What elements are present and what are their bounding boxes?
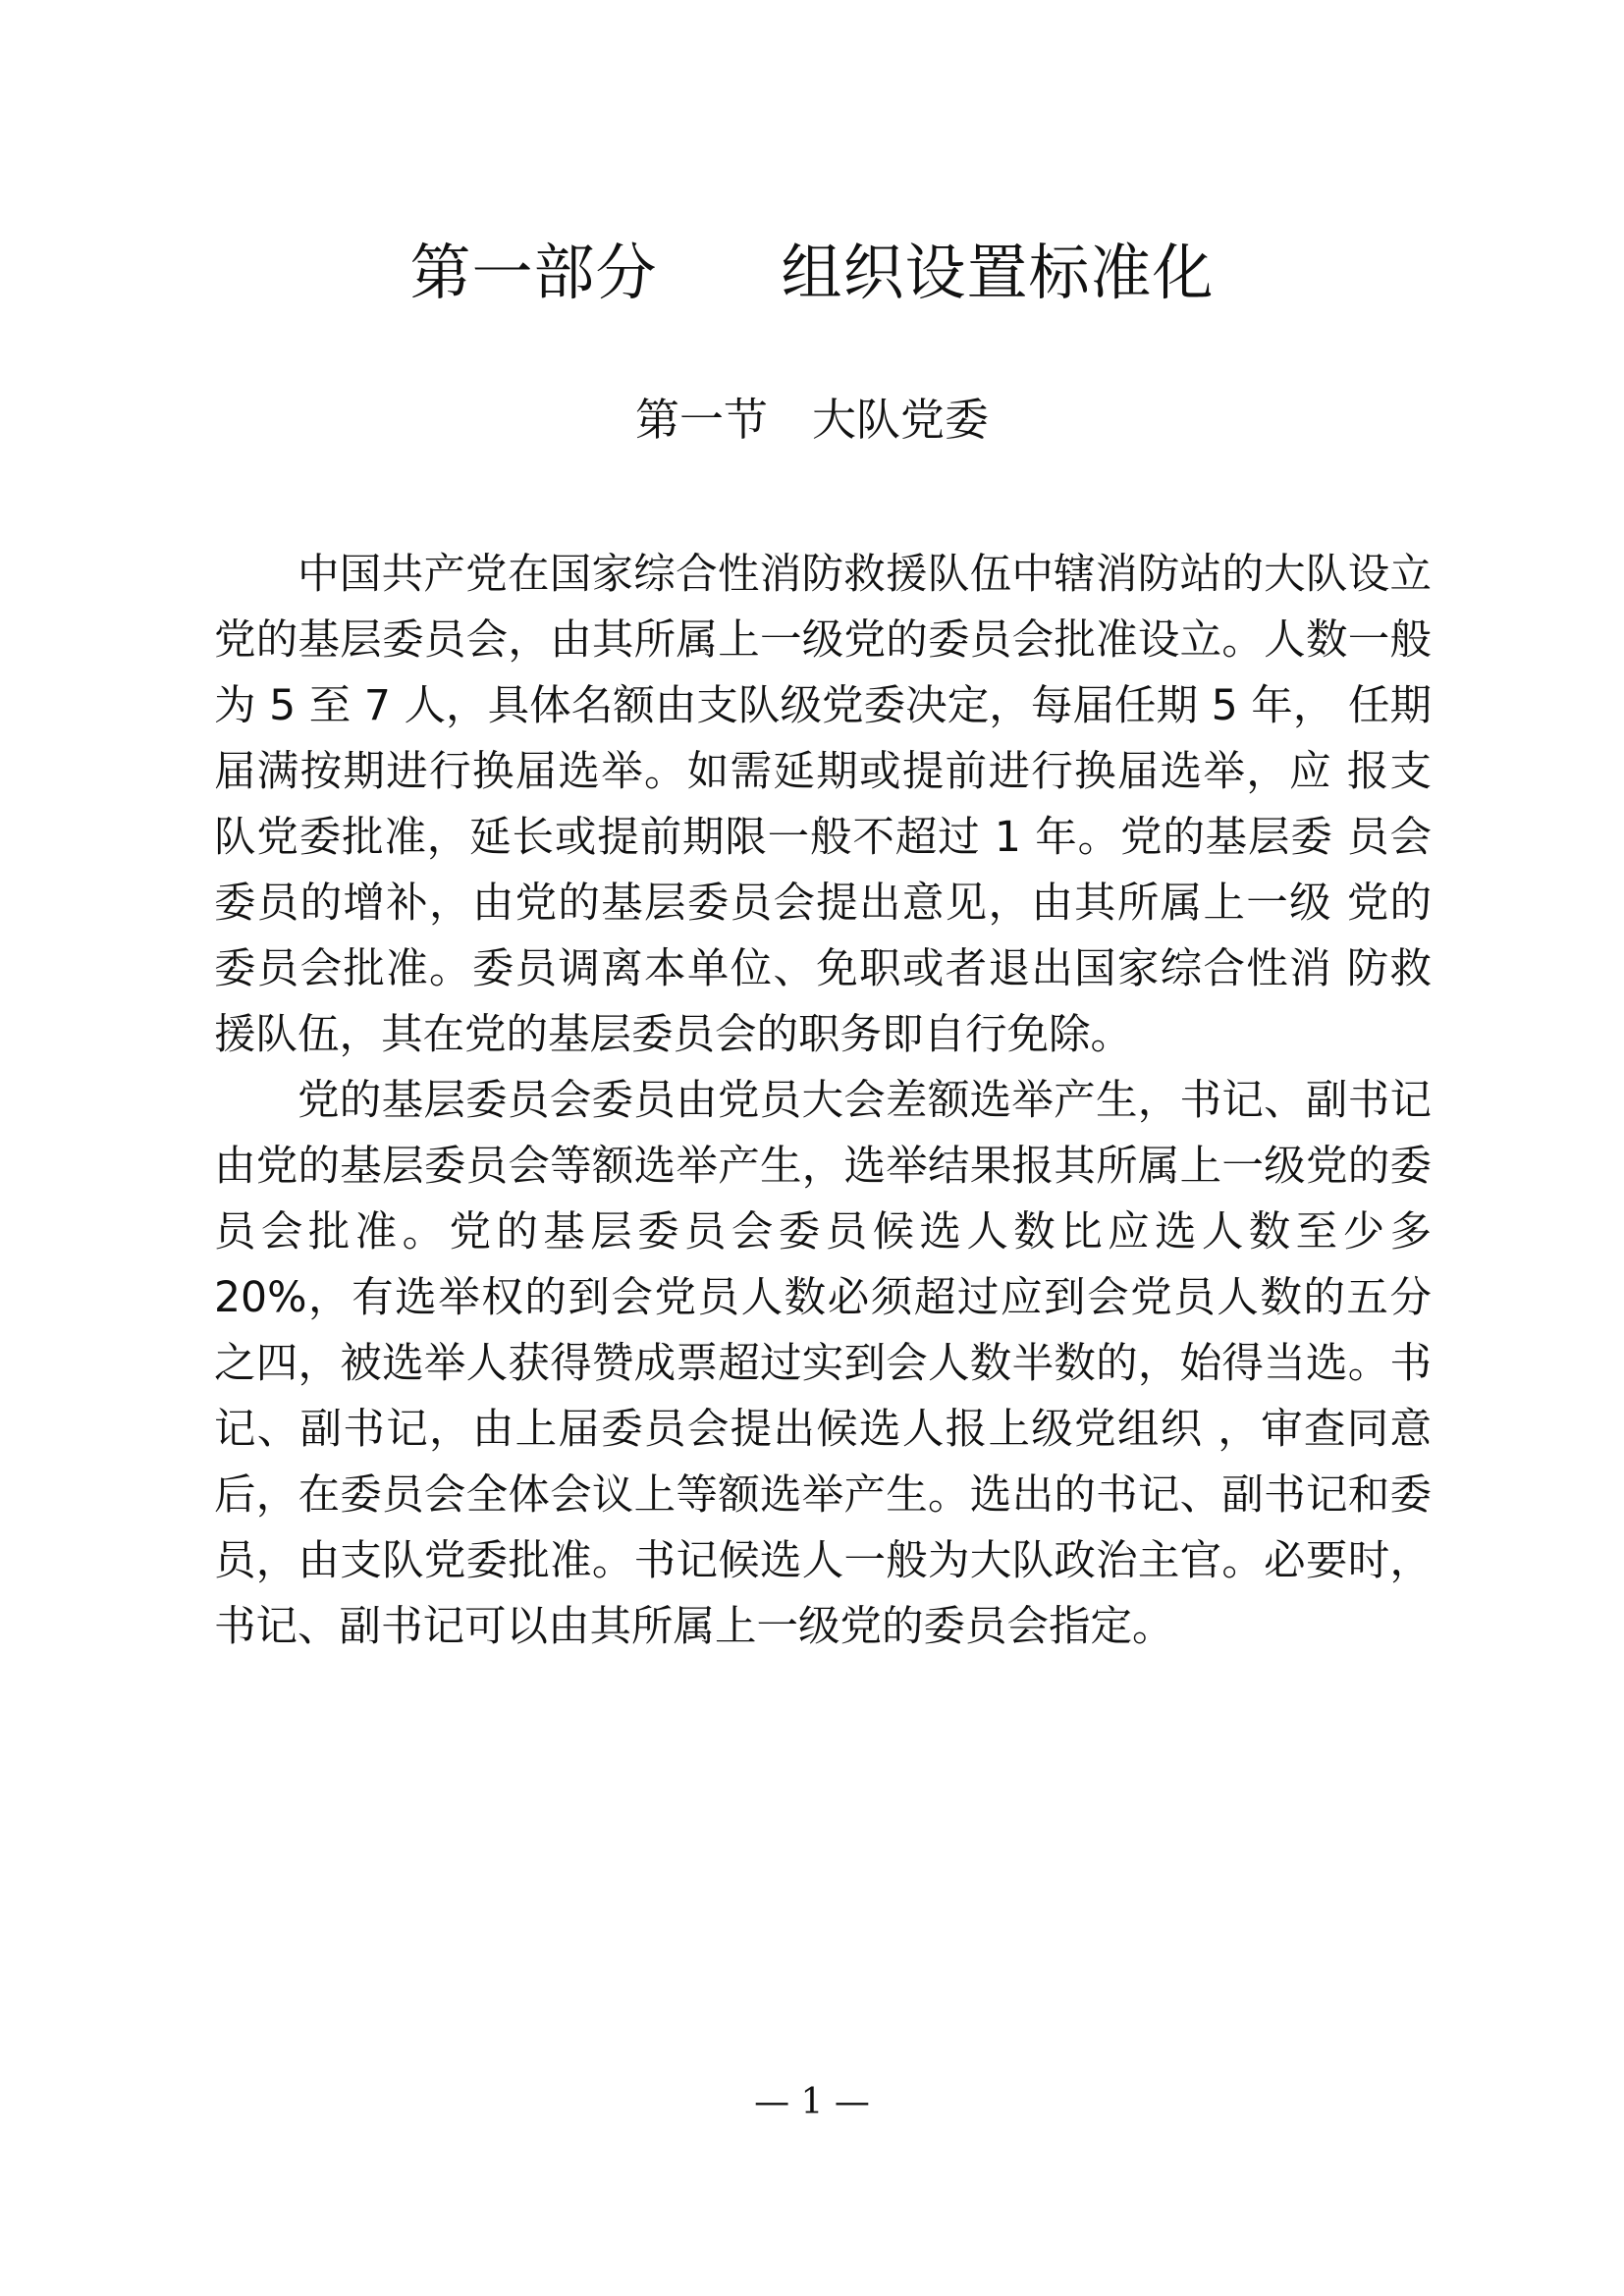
page-number: — 1 — <box>754 2082 870 2122</box>
part-title: 第一部分 组织设置标准化 <box>409 237 1215 308</box>
paragraph-1: 中国共产党在国家综合性消防救援队伍中辖消防站的大队设立党的基层委员会，由其所属上一级党的委员会批准设立。人数一般为 5 至 7 人，具体名额由支队级党委决定，每届任期 5 年， 任期届满按期进行换届选举。如需延期或提前进行换届选举，应 报支队党委批准，延长或提前期限一般不超过 1 年。党的基层委 员会委员的增补，由党的基层委员会提出意见，由其所属上一级 党的委员会批准。委员调离本单位、免职或者退出国家综合性消 防救援队伍，其在党的基层委员会的职务即自行免除。 <box>214 551 1432 1059</box>
section-title: 第一节 大队党委 <box>634 394 989 446</box>
body-text <box>214 542 1432 1660</box>
paragraph-2: 党的基层委员会委员由党员大会差额选举产生，书记、副书记由党的基层委员会等额选举产生，选举结果报其所属上一级党的委员会批准。党的基层委员会委员候选人数比应选人数至少多 20%，有选举权的到会党员人数必须超过应到会党员人数的五分之四，被选举人获得赞成票超过实到会人数半数的，始得当选。书记、副书记，由上届委员会提出候选人报上级党组织 ，审查同意后，在委员会全体会议上等额选举产生。选出的书记、副书记和委员，由支队党委批准。书记候选人一般为大队政治主官。必要时，书记、副书记可以由其所属上一级党的委员会指定。 <box>214 1077 1432 1651</box>
